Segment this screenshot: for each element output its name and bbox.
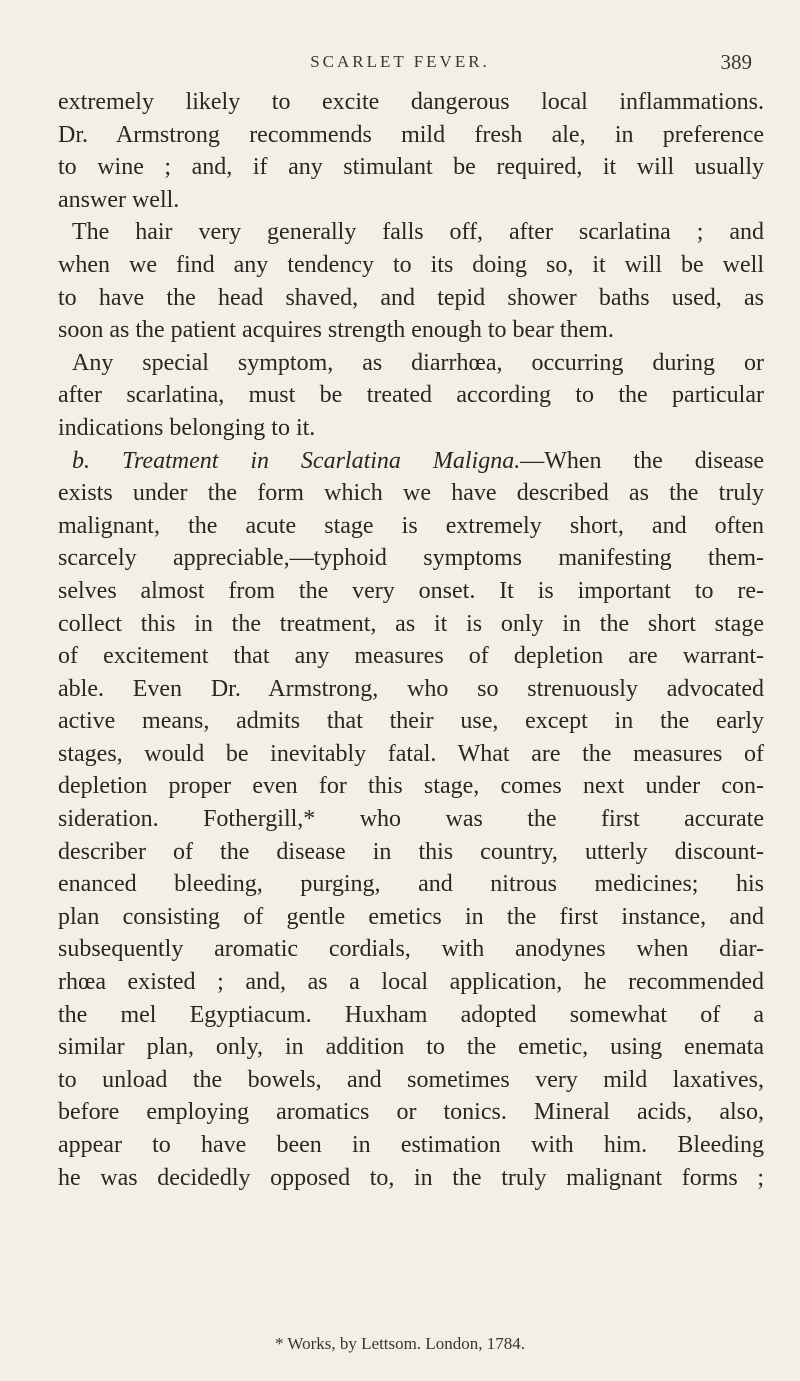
text-line: enanced bleeding, purging, and nitrous medicines; his xyxy=(58,871,764,898)
footnote: * Works, by Lettsom. London, 1784. xyxy=(274,1334,525,1353)
text-line: indications belonging to it. xyxy=(58,414,316,441)
body-text xyxy=(58,86,764,1194)
text-line: depletion proper even for this stage, comes next under con- xyxy=(58,773,764,800)
text-line: plan consisting of gentle emetics in the first instance, and xyxy=(58,903,764,930)
section-heading: b. Treatment in Scarlatina Maligna. xyxy=(72,447,521,474)
text-line: before employing aromatics or tonics. Mineral acids, also, xyxy=(58,1099,764,1126)
text-line: scarcely appreciable,—typhoid symptoms manifesting them- xyxy=(58,545,764,572)
text-line: to wine ; and, if any stimulant be required, it will usually xyxy=(58,154,764,181)
page-number: 389 xyxy=(720,50,752,74)
text-line: collect this in the treatment, as it is only in the short stage xyxy=(58,610,764,637)
text-line: active means, admits that their use, except in the early xyxy=(58,708,764,735)
running-head xyxy=(0,50,800,80)
text-line: able. Even Dr. Armstrong, who so strenuously advocated xyxy=(58,675,764,702)
section-heading-line xyxy=(58,445,764,478)
text-line: of excitement that any measures of depletion are warrant- xyxy=(58,643,764,670)
text-line: to have the head shaved, and tepid shower baths used, as xyxy=(58,284,764,311)
text-line: describer of the disease in this country, utterly discount- xyxy=(58,838,764,865)
section-heading-continuation: —When the disease xyxy=(520,447,764,474)
text-line: when we find any tendency to its doing so, it will be well xyxy=(58,251,764,278)
text-line: The hair very generally falls off, after scarlatina ; and xyxy=(72,219,764,246)
text-line: subsequently aromatic cordials, with anodynes when diar- xyxy=(58,936,764,963)
text-line: extremely likely to excite dangerous local inflammations. xyxy=(58,89,764,115)
text-line: selves almost from the very onset. It is important to re- xyxy=(58,577,764,604)
text-line: exists under the form which we have described as the truly xyxy=(58,480,764,507)
running-title: SCARLET FEVER. xyxy=(310,52,490,71)
text-line: sideration. Fothergill,* who was the first accurate xyxy=(58,806,764,833)
text-line: similar plan, only, in addition to the emetic, using enemata xyxy=(58,1034,764,1061)
text-line: after scarlatina, must be treated according to the particular xyxy=(58,382,764,409)
text-line: Dr. Armstrong recommends mild fresh ale, in preference xyxy=(58,121,764,148)
text-line: Any special symptom, as diarrhœa, occurring during or xyxy=(72,349,764,376)
text-line: answer well. xyxy=(58,186,180,213)
text-line: to unload the bowels, and sometimes very mild laxatives, xyxy=(58,1066,764,1093)
text-line: stages, would be inevitably fatal. What are the measures of xyxy=(58,740,764,767)
text-line: soon as the patient acquires strength enough to bear them. xyxy=(58,317,614,344)
text-line: the mel Egyptiacum. Huxham adopted somewhat of a xyxy=(58,1001,764,1028)
text-line: rhœa existed ; and, as a local application, he recommended xyxy=(58,969,764,996)
text-line: appear to have been in estimation with him. Bleeding xyxy=(58,1132,764,1158)
text-line: malignant, the acute stage is extremely short, and often xyxy=(58,512,764,539)
text-line: he was decidedly opposed to, in the truly malignant forms ; xyxy=(58,1164,764,1191)
